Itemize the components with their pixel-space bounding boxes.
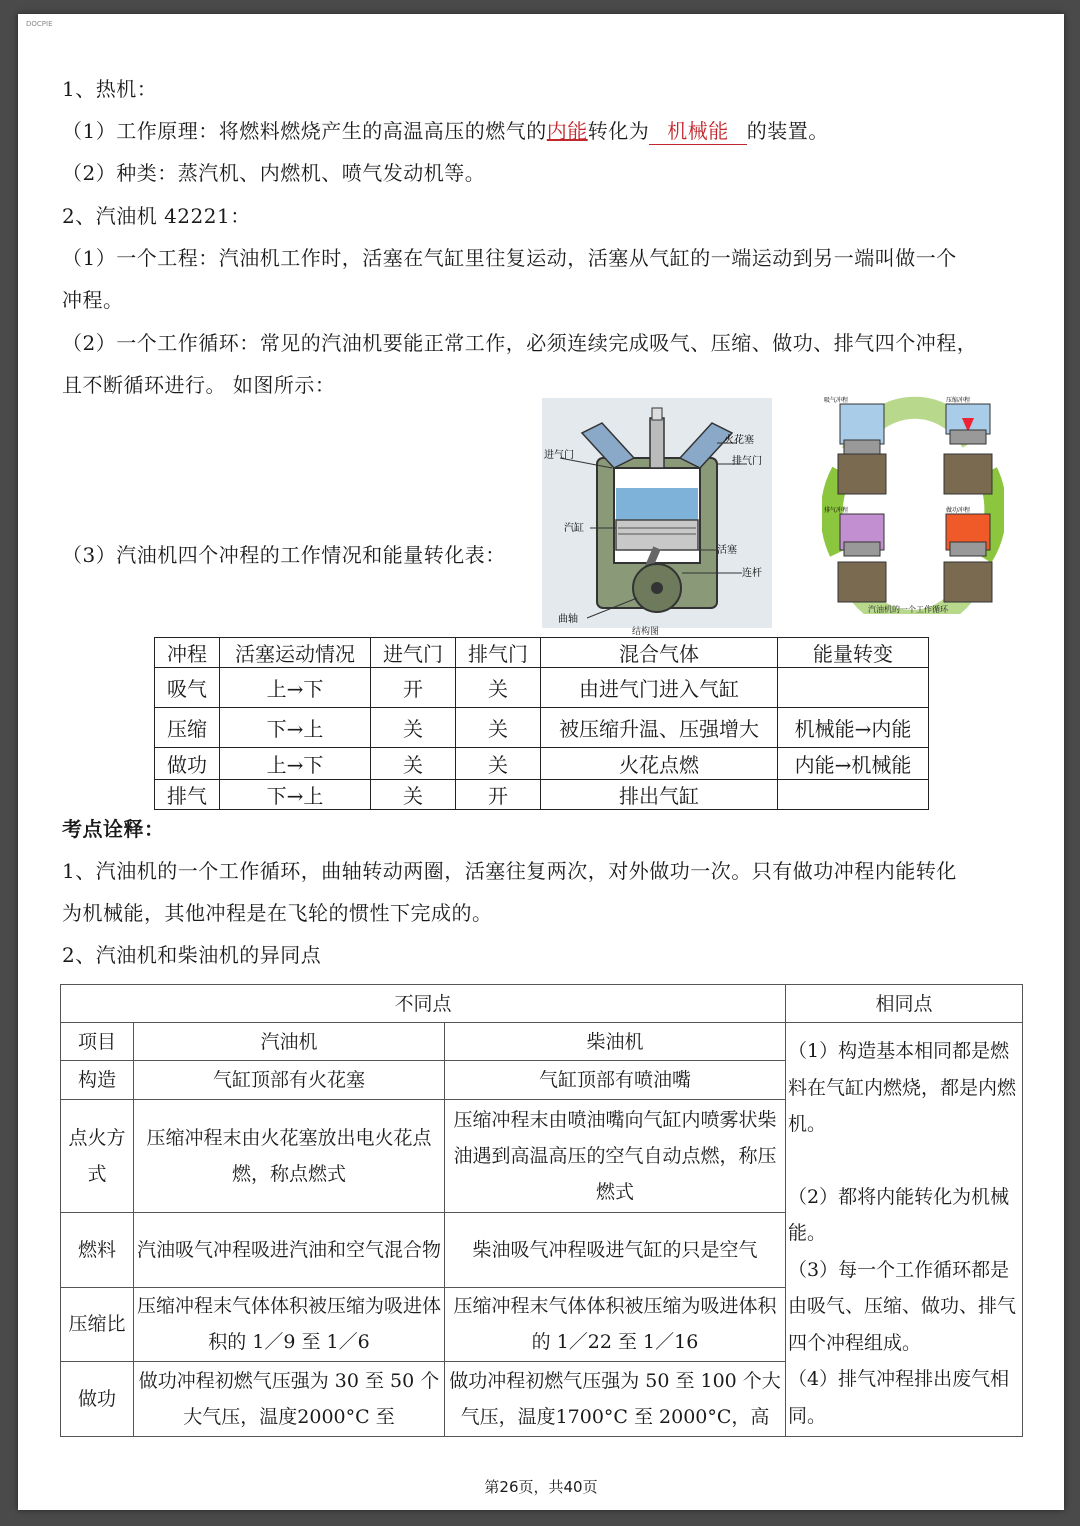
- cell: 做功: [61, 1362, 134, 1437]
- fig1-label-exhaust-valve: 排气门: [732, 456, 762, 467]
- fig1-label-crankshaft: 曲轴: [558, 614, 578, 625]
- key-point-1-line1: 1、汽油机的一个工作循环，曲轴转动两圈，活塞往复两次，对外做功一次。只有做功冲程内能转化: [62, 859, 957, 883]
- four-stroke-cycle-figure: [822, 382, 1004, 614]
- key-points-heading: 考点诠释：: [62, 817, 165, 841]
- document-page: [18, 14, 1064, 1510]
- cell: 压缩: [155, 708, 220, 748]
- fig2-caption: 汽油机的一个工作循环: [868, 605, 948, 614]
- similarities-cell: [786, 1023, 1023, 1437]
- mechanical-energy-blank: 机械能: [649, 118, 747, 145]
- working-principle: [62, 118, 829, 145]
- cell: 关: [371, 748, 456, 780]
- cell: 火花点燃: [541, 748, 778, 780]
- same-point-3: （3）每一个工作循环都是由吸气、压缩、做功、排气四个冲程组成。: [788, 1258, 1017, 1354]
- cell: 关: [371, 780, 456, 810]
- header-exhaust-valve: 排气门: [456, 638, 541, 668]
- fig1-label-intake-valve: 进气门: [544, 450, 574, 461]
- stroke-definition-line2: 冲程。: [62, 288, 124, 312]
- stroke-definition-line1: （1）一个工程：汽油机工作时，活塞在气缸里往复运动，活塞从气缸的一端运动到另一端叫做一个: [62, 246, 957, 270]
- cell: 压缩冲程末气体体积被压缩为吸进体积的 1／9 至 1／6: [134, 1287, 445, 1362]
- similarities-header: 相同点: [786, 985, 1023, 1023]
- cell: 关: [371, 708, 456, 748]
- table-row: [61, 985, 1023, 1023]
- engine-types: （2）种类：蒸汽机、内燃机、喷气发动机等。: [62, 161, 486, 185]
- header-piston-motion: 活塞运动情况: [220, 638, 371, 668]
- cell: 点火方式: [61, 1099, 134, 1212]
- cell: 上→下: [220, 668, 371, 708]
- cell: 排气: [155, 780, 220, 810]
- same-point-2: （2）都将内能转化为机械能。: [788, 1185, 1010, 1244]
- cell: 做功冲程初燃气压强为 30 至 50 个大气压，温度2000°C 至: [134, 1362, 445, 1437]
- fig2-label-intake: 吸气冲程: [824, 397, 849, 404]
- cell: 排出气缸: [541, 780, 778, 810]
- header-energy-conversion: 能量转变: [778, 638, 929, 668]
- cell: 做功: [155, 748, 220, 780]
- cell: 由进气门进入气缸: [541, 668, 778, 708]
- fig2-label-compression: 压缩冲程: [946, 397, 971, 404]
- col-diesel-header: 柴油机: [445, 1023, 786, 1061]
- gasoline-engine-heading: 2、汽油机 42221：: [62, 204, 251, 228]
- header-mark: DOCPIE: [26, 20, 53, 28]
- cell: [778, 668, 929, 708]
- differences-header: 不同点: [61, 985, 786, 1023]
- fig2-label-power: 做功冲程: [946, 507, 971, 514]
- cell: 压缩冲程末由火花塞放出电火花点燃，称点燃式: [134, 1099, 445, 1212]
- cell: 气缸顶部有火花塞: [134, 1061, 445, 1099]
- table-row: [155, 708, 929, 748]
- cell: 汽油吸气冲程吸进汽油和空气混合物: [134, 1212, 445, 1287]
- table-row: [155, 780, 929, 810]
- cycle-definition-line2: 且不断循环进行。 如图所示：: [62, 373, 336, 397]
- cell: 开: [371, 668, 456, 708]
- stroke-table-header-row: [155, 638, 929, 668]
- comparison-table: [60, 984, 1023, 1437]
- cell: 关: [456, 748, 541, 780]
- stroke-table: [154, 637, 929, 810]
- cell: 吸气: [155, 668, 220, 708]
- col-gasoline-header: 汽油机: [134, 1023, 445, 1061]
- fig1-label-spark-plug: 火花塞: [724, 435, 754, 446]
- internal-energy-answer: 内能: [546, 119, 588, 143]
- cell: 关: [456, 708, 541, 748]
- principle-suffix: 的装置。: [746, 119, 829, 143]
- page-number: 第26页，共40页: [484, 1478, 598, 1496]
- header-mixture: 混合气体: [541, 638, 778, 668]
- cell: 上→下: [220, 748, 371, 780]
- cycle-definition-line1: （2）一个工作循环：常见的汽油机要能正常工作，必须连续完成吸气、压缩、做功、排气四个冲程，: [62, 331, 978, 355]
- cell: 下→上: [220, 780, 371, 810]
- cell: 被压缩升温、压强增大: [541, 708, 778, 748]
- fig2-label-exhaust: 排气冲程: [824, 507, 849, 514]
- key-point-2: 2、汽油机和柴油机的异同点: [62, 943, 322, 967]
- cell: 气缸顶部有喷油嘴: [445, 1061, 786, 1099]
- table-intro: （3）汽油机四个冲程的工作情况和能量转化表：: [62, 543, 506, 567]
- col-item-header: 项目: [61, 1023, 134, 1061]
- table-row: [155, 668, 929, 708]
- compression-stroke-cylinder: [944, 396, 992, 494]
- cell: 关: [456, 668, 541, 708]
- engine-structure-figure: [542, 398, 772, 628]
- fig1-label-connecting-rod: 连杆: [742, 568, 762, 579]
- principle-mid: 转化为: [587, 119, 650, 143]
- table-row: [155, 748, 929, 780]
- table-row: [61, 1023, 1023, 1061]
- cell: 开: [456, 780, 541, 810]
- fig1-label-piston: 活塞: [717, 545, 737, 556]
- fig1-caption: 结构图: [632, 627, 660, 637]
- cell: 机械能→内能: [778, 708, 929, 748]
- power-stroke-cylinder: [944, 506, 992, 602]
- cell: 柴油吸气冲程吸进气缸的只是空气: [445, 1212, 786, 1287]
- cell: 构造: [61, 1061, 134, 1099]
- cell: 内能→机械能: [778, 748, 929, 780]
- cell: 压缩比: [61, 1287, 134, 1362]
- cell: 压缩冲程末气体体积被压缩为吸进体积的 1／22 至 1／16: [445, 1287, 786, 1362]
- key-point-1-line2: 为机械能，其他冲程是在飞轮的惯性下完成的。: [62, 901, 493, 925]
- header-stroke: 冲程: [155, 638, 220, 668]
- header-intake-valve: 进气门: [371, 638, 456, 668]
- cell: 压缩冲程末由喷油嘴向气缸内喷雾状柴油遇到高温高压的空气自动点燃，称压燃式: [445, 1099, 786, 1212]
- cell: 做功冲程初燃气压强为 50 至 100 个大气压，温度1700°C 至 2000°C，高: [445, 1362, 786, 1437]
- fig1-label-cylinder: 汽缸: [564, 523, 584, 534]
- principle-prefix: （1）工作原理：将燃料燃烧产生的高温高压的燃气的: [62, 119, 547, 143]
- cell: 下→上: [220, 708, 371, 748]
- cell: 燃料: [61, 1212, 134, 1287]
- same-point-4: （4）排气冲程排出废气相同。: [788, 1368, 1010, 1427]
- cell: [778, 780, 929, 810]
- heat-engine-heading: 1、热机：: [62, 77, 158, 101]
- same-point-1: （1）构造基本相同都是燃料在气缸内燃烧，都是内燃机。: [788, 1040, 1017, 1135]
